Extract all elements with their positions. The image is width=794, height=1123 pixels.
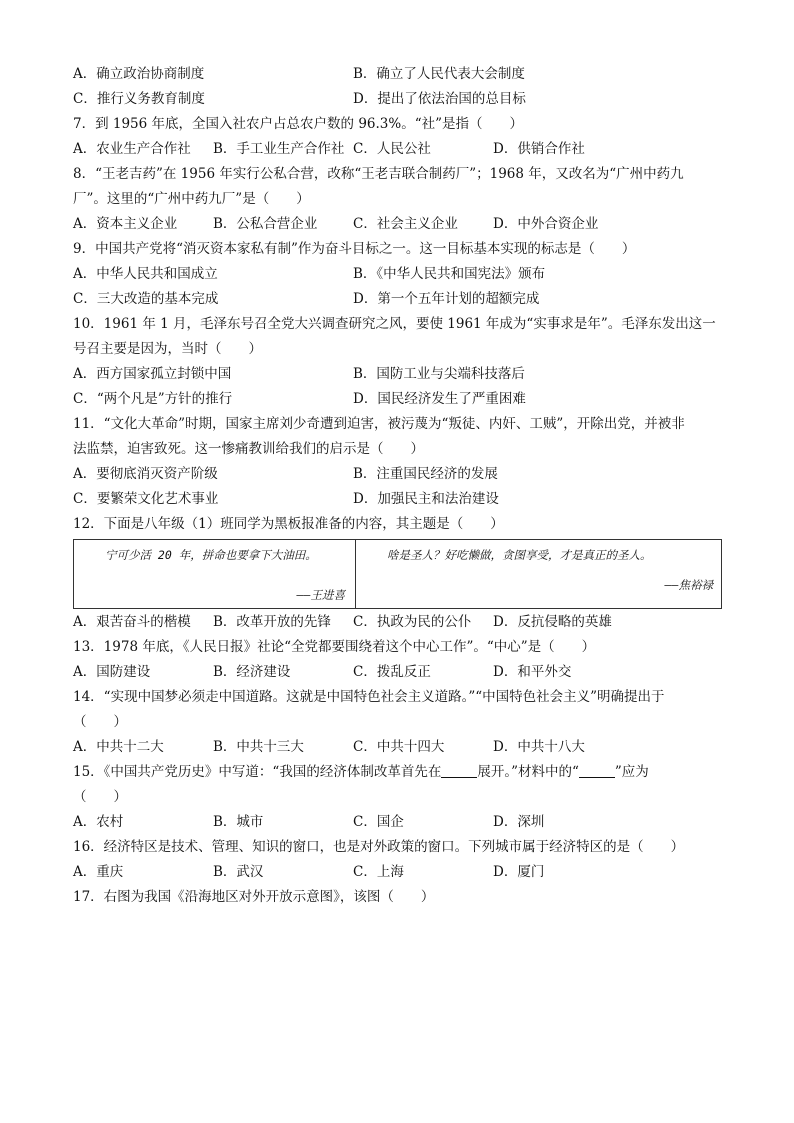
q15-blank-2[interactable] — [579, 763, 615, 778]
q10-stem-line2: 号召主要是因为，当时（ ） — [73, 341, 262, 357]
q6-option-a[interactable]: A．确立政治协商制度 — [73, 66, 205, 82]
q9-options-row1 — [73, 262, 723, 287]
q10-option-c[interactable]: C．“两个凡是”方针的推行 — [73, 391, 233, 407]
q16-option-c[interactable]: C．上海 — [353, 864, 404, 880]
q13-option-d[interactable]: D．和平外交 — [493, 664, 572, 680]
q16-stem: 16．经济特区是技术、管理、知识的窗口，也是对外政策的窗口。下列城市属于经济特区的是（ ） — [73, 839, 685, 855]
q8-option-c[interactable]: C．社会主义企业 — [353, 216, 458, 232]
q7-option-c[interactable]: C．人民公社 — [353, 141, 431, 157]
q6-option-c[interactable]: C．推行义务教育制度 — [73, 91, 205, 107]
q15-options — [73, 810, 723, 835]
q14-stem-line1: 14．“实现中国梦必须走中国道路。这就是中国特色社会主义道路。”“中国特色社会主义”明确提出于 — [73, 689, 665, 705]
q10-options-row2 — [73, 387, 723, 412]
q15-stem-part-c: ”应为 — [614, 764, 649, 780]
q12-quote-cell-left — [74, 540, 356, 608]
q11-option-a[interactable]: A．要彻底消灭资产阶级 — [73, 466, 218, 482]
q15-option-a[interactable]: A．农村 — [73, 814, 124, 830]
exam-page — [73, 62, 723, 910]
q7-options — [73, 137, 723, 162]
q14-option-a[interactable]: A．中共十二大 — [73, 739, 164, 755]
q16-option-d[interactable]: D．厦门 — [493, 864, 545, 880]
q9-stem: 9．中国共产党将“消灭资本家私有制”作为奋斗目标之一。这一目标基本实现的标志是（ ） — [73, 241, 636, 257]
q8-options — [73, 212, 723, 237]
q6-options-row1 — [73, 62, 723, 87]
q15-option-d[interactable]: D．深圳 — [493, 814, 545, 830]
q9-option-a[interactable]: A．中华人民共和国成立 — [73, 266, 218, 282]
q15-stem-part-b: 展开。”材料中的“ — [477, 764, 579, 780]
q7-option-d[interactable]: D．供销合作社 — [493, 141, 585, 157]
q15-option-b[interactable]: B．城市 — [213, 814, 264, 830]
q16-option-a[interactable]: A．重庆 — [73, 864, 124, 880]
q15-stem-line2: （ ） — [73, 789, 127, 805]
q16-options — [73, 860, 723, 885]
q9-option-b[interactable]: B．《中华人民共和国宪法》颁布 — [353, 266, 546, 282]
q12-options — [73, 610, 723, 635]
q10-stem-line1: 10．1961 年 1 月，毛泽东号召全党大兴调查研究之风，要使 1961 年成为“实事求是年”。毛泽东发出这一 — [73, 316, 716, 332]
q13-option-b[interactable]: B．经济建设 — [213, 664, 291, 680]
q12-quote-cell-right — [356, 540, 721, 608]
q11-option-c[interactable]: C．要繁荣文化艺术事业 — [73, 491, 219, 507]
q12-quote-left: 宁可少活 20 年，拼命也要拿下大油田。 — [105, 548, 317, 562]
q11-stem-line1: 11．“文化大革命”时期，国家主席刘少奇遭到迫害，被污蔑为“叛徒、内奸、工贼”，开除出党，并被非 — [73, 416, 685, 432]
q6-option-d[interactable]: D．提出了依法治国的总目标 — [353, 91, 526, 107]
q9-option-d[interactable]: D．第一个五年计划的超额完成 — [353, 291, 540, 307]
q13-stem: 13．1978 年底，《人民日报》社论“全党都要围绕着这个中心工作”。“中心”是（ ） — [73, 639, 596, 655]
q13-options — [73, 660, 723, 685]
q12-quote-table — [73, 539, 722, 609]
q7-option-b[interactable]: B．手工业生产合作社 — [213, 141, 345, 157]
q11-options-row1 — [73, 462, 723, 487]
q12-source-right: ——焦裕禄 — [664, 578, 713, 592]
q15-stem-part-a: 15．《中国共产党历史》中写道：“我国的经济体制改革首先在 — [73, 764, 442, 780]
q17-stem: 17．右图为我国《沿海地区对外开放示意图》，该图（ ） — [73, 889, 435, 905]
q6-options-row2 — [73, 87, 723, 112]
q12-option-c[interactable]: C．执政为民的公仆 — [353, 614, 472, 630]
q14-option-c[interactable]: C．中共十四大 — [353, 739, 445, 755]
q15-option-c[interactable]: C．国企 — [353, 814, 404, 830]
q11-stem-line2: 法监禁，迫害致死。这一惨痛教训给我们的启示是（ ） — [73, 441, 424, 457]
q14-stem-line2: （ ） — [73, 714, 127, 730]
q7-stem: 7．到 1956 年底，全国入社农户占总农户数的 96.3%。“社”是指（ ） — [73, 116, 524, 132]
q15-blank-1[interactable] — [441, 763, 477, 778]
q8-option-b[interactable]: B．公私合营企业 — [213, 216, 318, 232]
q14-option-d[interactable]: D．中共十八大 — [493, 739, 585, 755]
q7-option-a[interactable]: A．农业生产合作社 — [73, 141, 191, 157]
q6-option-b[interactable]: B．确立了人民代表大会制度 — [353, 66, 525, 82]
q16-option-b[interactable]: B．武汉 — [213, 864, 264, 880]
q12-stem: 12．下面是八年级（1）班同学为黑板报准备的内容，其主题是（ ） — [73, 516, 504, 532]
q15-stem-line1 — [73, 760, 723, 785]
q12-source-left: ——王进喜 — [296, 588, 345, 602]
q12-option-b[interactable]: B．改革开放的先锋 — [213, 614, 331, 630]
q11-options-row2 — [73, 487, 723, 512]
q9-options-row2 — [73, 287, 723, 312]
q11-option-b[interactable]: B．注重国民经济的发展 — [353, 466, 498, 482]
q10-options-row1 — [73, 362, 723, 387]
q10-option-d[interactable]: D．国民经济发生了严重困难 — [353, 391, 526, 407]
q8-option-a[interactable]: A．资本主义企业 — [73, 216, 178, 232]
q12-option-a[interactable]: A．艰苦奋斗的楷模 — [73, 614, 191, 630]
q13-option-c[interactable]: C．拨乱反正 — [353, 664, 431, 680]
q9-option-c[interactable]: C．三大改造的基本完成 — [73, 291, 219, 307]
q14-option-b[interactable]: B．中共十三大 — [213, 739, 304, 755]
q10-option-a[interactable]: A．西方国家孤立封锁中国 — [73, 366, 232, 382]
q8-stem-line1: 8．“王老吉药”在 1956 年实行公私合营，改称“王老吉联合制药厂”；1968 年，又改名为“广州中药九 — [73, 166, 684, 182]
q10-option-b[interactable]: B．国防工业与尖端科技落后 — [353, 366, 525, 382]
q11-option-d[interactable]: D．加强民主和法治建设 — [353, 491, 499, 507]
q8-stem-line2: 厂”。这里的“广州中药九厂”是（ ） — [73, 191, 310, 207]
q8-option-d[interactable]: D．中外合资企业 — [493, 216, 599, 232]
q13-option-a[interactable]: A．国防建设 — [73, 664, 151, 680]
q14-options — [73, 735, 723, 760]
q12-quote-right: 啥是圣人？好吃懒做，贪图享受，才是真正的圣人。 — [387, 548, 652, 562]
q12-option-d[interactable]: D．反抗侵略的英雄 — [493, 614, 612, 630]
